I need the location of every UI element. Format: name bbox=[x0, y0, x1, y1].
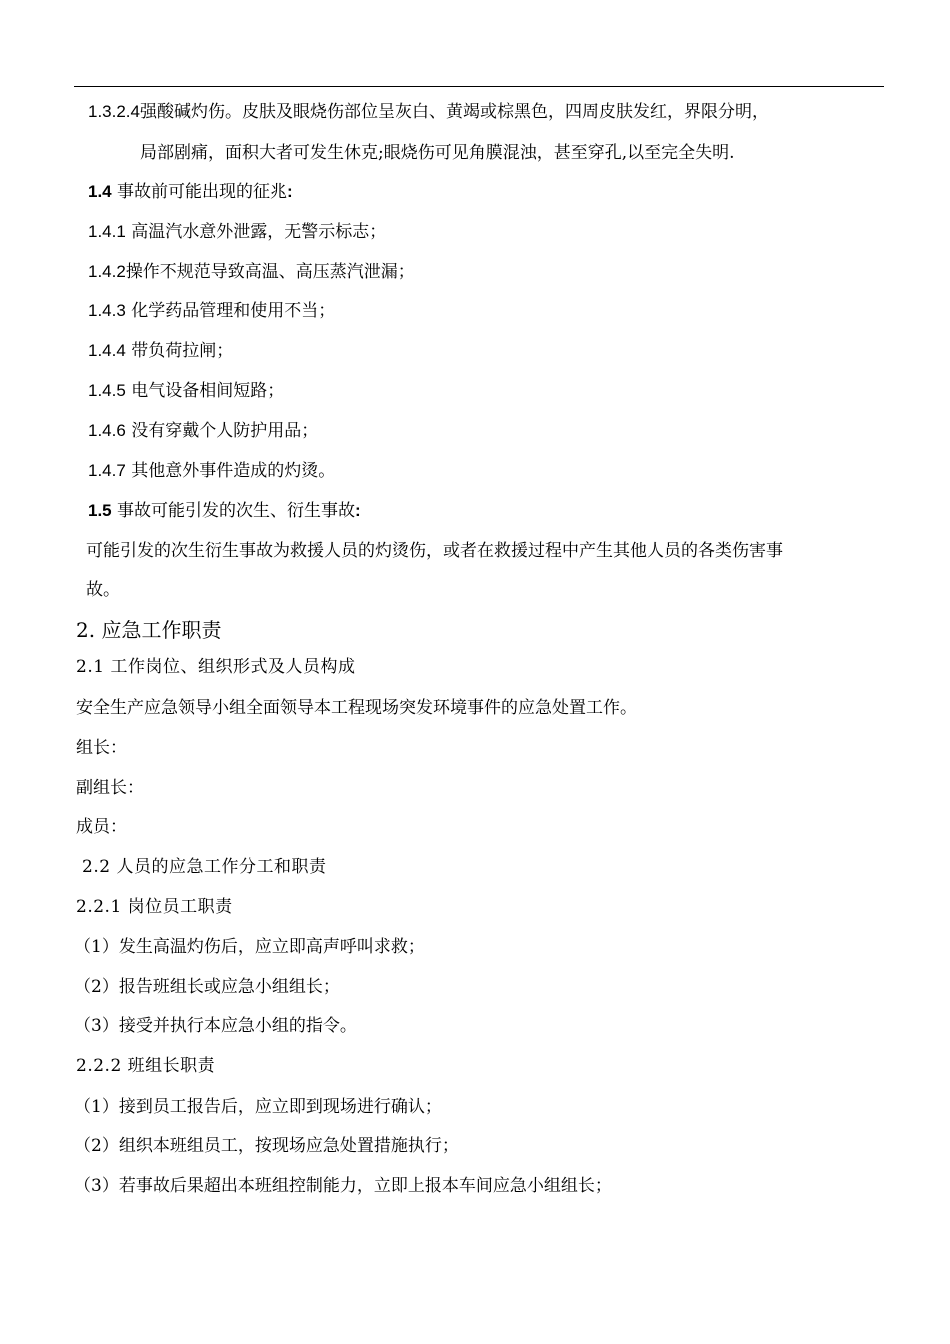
paragraph-1-5: 可能引发的次生衍生事故为救援人员的灼烫伤，或者在救援过程中产生其他人员的各类伤害事 bbox=[86, 541, 783, 561]
members-label: 成员： bbox=[76, 817, 127, 837]
list-item: （3）接受并执行本应急小组的指令。 bbox=[74, 1016, 357, 1036]
leader-label: 组长： bbox=[76, 738, 127, 758]
section-2-heading: 2. 应急工作职责 bbox=[76, 618, 222, 642]
list-item: 1.4.2操作不规范导致高温、高压蒸汽泄漏； bbox=[88, 262, 415, 282]
list-item: 1.4.7 其他意外事件造成的灼烫。 bbox=[88, 461, 336, 481]
list-item: 1.4.5 电气设备相间短路； bbox=[88, 381, 285, 401]
list-item: 1.4.3 化学药品管理和使用不当； bbox=[88, 301, 336, 321]
list-item: （1）发生高温灼伤后，应立即高声呼叫求救； bbox=[74, 937, 425, 957]
list-item: 1.4.1 高温汽水意外泄露，无警示标志； bbox=[88, 222, 387, 242]
section-2-2-heading: 2.2 人员的应急工作分工和职责 bbox=[82, 857, 327, 877]
list-item: （2）报告班组长或应急小组组长； bbox=[74, 977, 340, 997]
paragraph-1-5-continued: 故。 bbox=[86, 580, 120, 600]
section-2-1-heading: 2.1 工作岗位、组织形式及人员构成 bbox=[76, 657, 356, 677]
section-2-2-1-heading: 2.2.1 岗位员工职责 bbox=[76, 897, 233, 917]
list-item: （1）接到员工报告后，应立即到现场进行确认； bbox=[74, 1097, 442, 1117]
list-item: 1.4.4 带负荷拉闸； bbox=[88, 341, 234, 361]
section-1-5-heading: 1.5 事故可能引发的次生、衍生事故: bbox=[88, 501, 361, 521]
clause-1-3-2-4-continued: 局部剧痛，面积大者可发生休克;眼烧伤可见角膜混浊，甚至穿孔,以至完全失明. bbox=[140, 143, 735, 163]
list-item: 1.4.6 没有穿戴个人防护用品； bbox=[88, 421, 319, 441]
list-item: （2）组织本班组员工，按现场应急处置措施执行； bbox=[74, 1136, 459, 1156]
clause-1-3-2-4: 1.3.2.4强酸碱灼伤。皮肤及眼烧伤部位呈灰白、黄竭或棕黑色，四周皮肤发红，界限分明， bbox=[88, 102, 769, 122]
section-2-2-2-heading: 2.2.2 班组长职责 bbox=[76, 1056, 216, 1076]
list-item: （3）若事故后果超出本班组控制能力，立即上报本车间应急小组组长； bbox=[74, 1176, 612, 1196]
section-1-4-heading: 1.4 事故前可能出现的征兆: bbox=[88, 182, 293, 202]
header-rule bbox=[74, 86, 884, 87]
paragraph-2-1: 安全生产应急领导小组全面领导本工程现场突发环境事件的应急处置工作。 bbox=[76, 698, 637, 718]
vice-leader-label: 副组长： bbox=[76, 778, 144, 798]
